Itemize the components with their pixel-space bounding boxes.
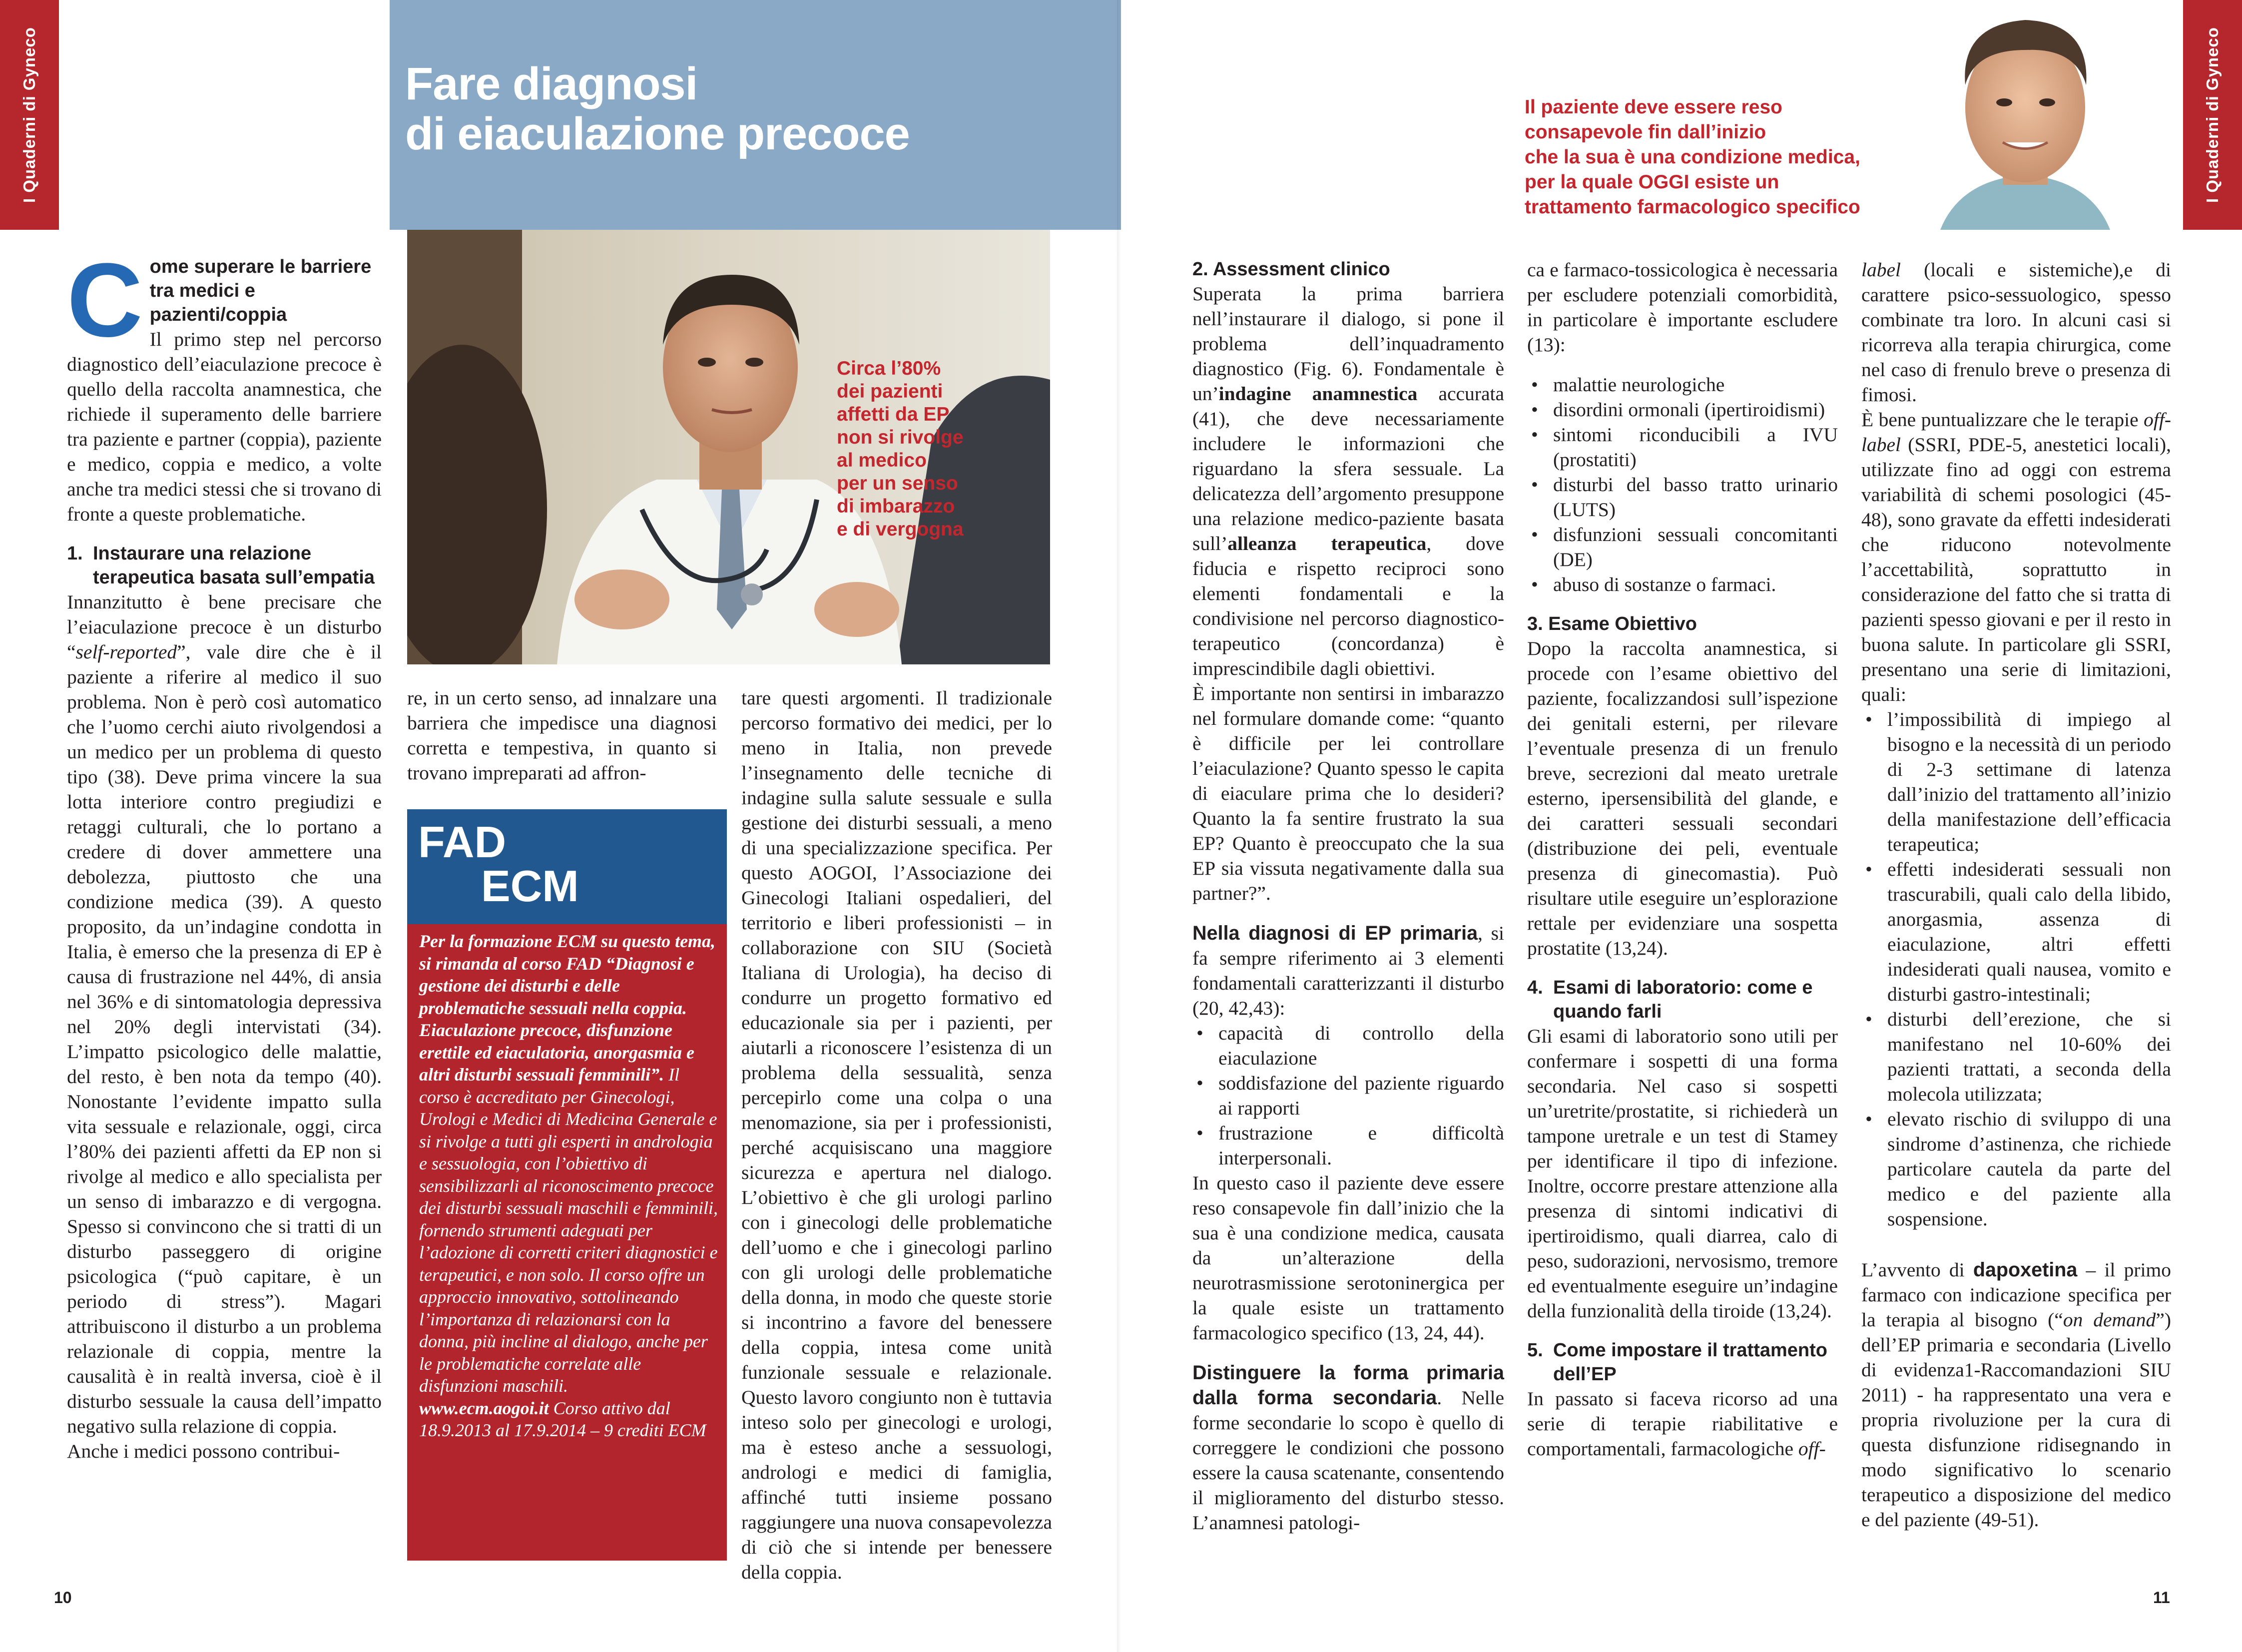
magazine-name: I Quaderni di Gyneco bbox=[2203, 27, 2222, 203]
section-1-paragraph: Innanzitutto è bene precisare che l’eiaculazione precoce è un disturbo “self-reported”, vale dire che è il paziente a riferire al medico il suo problema. Non è però così automatico che l’uomo cerchi aiuto rivolgendosi a un medico per un problema di questo tipo (38). Deve prima vincere la sua lotta interiore contro pregiudizi e retaggi culturali, che lo portano a credere di dover ammettere una debolezza, piuttosto che una condizione medica (39). A questo proposito, da un’indagine condotta in Italia, è emerso che la presenza di EP è causa di frustrazione nel 44%, di ansia nel 36% e di sintomatologia depressiva nel 20% degli intervistati (34). L’impatto psicologico delle malattie, del resto, è ben nota da tempo (40). Nonostante l’evidente impatto sulla vita sessuale e relazionale, oggi, circa l’80% dei pazienti affetti da EP non si rivolge al medico e allo specialista per un senso di imbarazzo e di vergogna. Spesso si convincono che si tratti di un disturbo passeggero di origine psicologica (“può capitare, è un periodo di stress”). Magari attribuiscono il disturbo a un problema relazionale di coppia, mentre la causalità è in realtà inversa, cioè è il disturbo sessuale la causa dell’impatto negativo sulla relazione di coppia. bbox=[67, 591, 382, 1437]
column-3 bbox=[741, 685, 1052, 1585]
list-item: • sintomi riconducibili a IVU (prostatiti) bbox=[1527, 422, 1838, 472]
list-item: • soddisfazione del paziente riguardo ai rapporti bbox=[1192, 1071, 1504, 1120]
pull-quote-right: Il paziente deve essere reso consapevole fin dall’inizio che la sua è una condizione medica, per la quale OGGI esiste un trattamento farmacologico specifico bbox=[1525, 96, 1860, 218]
primary-elements-list bbox=[1192, 1021, 1504, 1170]
exclusion-list bbox=[1527, 372, 1838, 597]
section-3-heading: 3. Esame Obiettivo bbox=[1527, 613, 1697, 634]
list-item: • disordini ormonali (ipertiroidismi) bbox=[1527, 397, 1838, 422]
fad-ecm-text: Per la formazione ECM su questo tema, si rimanda al corso FAD “Diagnosi e gestione dei disturbi e delle problematiche sessuali nella coppia. Eiaculazione precoce, disfunzione erettile ed eiaculatoria, anorgasmia e altri disturbi sessuali femminili”. Il corso è accreditato per Ginecologi, Urologi e Medici di Medicina Generale e si rivolge a tutti gli esperti in andrologia e sessuologia, con l’obiettivo di sensibilizzarli al riconoscimento precoce dei disturbi sessuali maschili e femminili, fornendo strumenti adeguati per l’adozione di corretti criteri diagnostici e terapeutici, e non solo. Il corso offre un approccio innovativo, sottolineando l’importanza di relazionarsi con la donna, più incline al dialogo, anche per le problematiche correlate alle disfunzioni maschili. www.ecm.aogoi.it Corso attivo dal 18.9.2013 al 17.9.2014 – 9 crediti ECM bbox=[419, 931, 718, 1440]
fad-ecm-header bbox=[407, 809, 727, 924]
drop-cap: C bbox=[67, 241, 143, 359]
pull-quote-left: Circa l’80% dei pazienti affetti da EP non si rivolge al medico per un senso di imbarazzo e di vergogna bbox=[837, 358, 964, 540]
section-1-continuation: Anche i medici possono contribui- bbox=[67, 1440, 340, 1462]
magazine-side-tab-left bbox=[0, 0, 59, 230]
patient-illustration bbox=[1890, 0, 2160, 230]
right-page bbox=[1121, 0, 2242, 1652]
section-4-heading: 4. Esami di laboratorio: come e quando farli bbox=[1527, 977, 1813, 1022]
off-label-paragraph: È bene puntualizzare che le terapie off-label (SSRI, PDE-5, anestetici locali), utilizzate fino ad oggi con estrema variabilità di schemi posologici (45-48), sono gravate da effetti indesiderati che riducono notevolmente l’accettabilità, soprattutto in considerazione del fatto che si tratta di pazienti spesso giovani e per il resto in buona salute. In particolare gli SSRI, presentano una serie di limitazioni, quali: bbox=[1861, 409, 2171, 705]
primary-diagnosis-paragraph: Nella diagnosi di EP primaria, si fa sempre riferimento ai 3 elementi fondamentali caratterizzanti il disturbo (20, 42,43): bbox=[1192, 922, 1504, 1019]
page-number-right: 11 bbox=[2153, 1589, 2170, 1607]
article-title: Fare diagnosi di eiaculazione precoce bbox=[405, 58, 910, 159]
list-item: • malattie neurologiche bbox=[1527, 372, 1838, 397]
column-6-intro: label (locali e sistemiche),e di carattere psico-sessuologico, spesso combinate tra loro. In alcuni casi si ricorreva alla terapia chirurgica, come nel caso di frenulo breve o presenza di fimosi. bbox=[1861, 259, 2171, 406]
section-2-paragraph: Superata la prima barriera nell’instaurare il dialogo, si pone il problema dell’inquadramento diagnostico (Fig. 6). Fondamentale è un’indagine anamnestica accurata (41), che deve necessariamente includere le informazioni che riguardano la sfera sessuale. La delicatezza dell’argomento presuppone una relazione medico-paziente basata sull’alleanza terapeutica, dove fiducia e rispetto reciproci sono elementi fondamentali e la condivisione nel percorso diagnostico-terapeutico (concordanza) è imprescindibile dagli obiettivi. bbox=[1192, 283, 1504, 679]
list-item: • disfunzioni sessuali concomitanti (DE) bbox=[1527, 522, 1838, 572]
distinguish-paragraph: Distinguere la forma primaria dalla forma secondaria. Nelle forme secondarie lo scopo è quello di correggere le condizioni che possono essere la causa scatenante, consentendo il miglioramento del disturbo stesso. L’anamnesi patologi- bbox=[1192, 1362, 1505, 1534]
column-3-paragraph: tare questi argomenti. Il tradizionale percorso formativo dei medici, per lo meno in Italia, non prevede l’insegnamento delle tecniche di indagine sulla salute sessuale e sulla gestione dei disturbi sessuali, a meno di una specializzazione specifica. Per questo AOGOI, l’Associazione dei Ginecologi Italiani ospedalieri, del territorio e liberi professionisti – in collaborazione con SIU (Società Italiana di Urologia), ha deciso di condurre un progetto formativo ed educazionale sia per i pazienti, per aiutarli a riconoscere l’esistenza di un problema della sessualità, senza percepirlo come una colpa o una menomazione, sia per i professionisti, perché acquisiscano una maggiore sicurezza e apertura nel dialogo. L’obiettivo è che gli urologi parlino con i ginecologi delle problematiche dell’uomo e che i ginecologi parlino con gli urologi delle problematiche della donna, in modo che queste storie si incontrino a favore del benessere della coppia, intesa come unità funzionale sessuale e relazionale. Questo lavoro congiunto non è tuttavia inteso solo per ginecologi e urologi, ma è esteso anche a sessuologi, andrologi e medici di famiglia, affinché tutti insieme possano raggiungere una nuova consapevolezza di ciò che si intende per benessere della coppia. bbox=[741, 687, 1052, 1583]
section-4-paragraph: Gli esami di laboratorio sono utili per confermare i sospetti di una forma secondaria. Nel caso si sospetti un’uretrite/prostatite, si richiederà un tampone uretrale e un test di Stamey per identificare il tipo di infezione. Inoltre, occorre prestare attenzione alla presenza di sintomi indicativi di ipertiroidismo, quali diarrea, calo di peso, sudorazioni, nervosismo, tremore ed eventualmente eseguire un’indagine della funzionalità della tiroide (13,24). bbox=[1527, 1025, 1838, 1322]
column-5-intro: ca e farmaco-tossicologica è necessaria per escludere potenziali comorbidità, in particolare è importante escludere (13): bbox=[1527, 259, 1838, 356]
section-5-paragraph: In passato si faceva ricorso ad una serie di terapie riabilitative e comportamentali, farmacologiche off- bbox=[1527, 1388, 1838, 1460]
column-2-paragraph: re, in un certo senso, ad innalzare una barriera che impedisce una diagnosi corretta e tempestiva, in quanto si trovano impreparati ad affron- bbox=[407, 687, 717, 784]
list-item: • disturbi dell’erezione, che si manifestano nel 10-60% dei pazienti trattati, a seconda della molecola utilizzata; bbox=[1861, 1007, 2171, 1106]
fad-title: FAD bbox=[418, 817, 506, 867]
intro-heading: ome superare le barriere tra medici e pazienti/coppia bbox=[149, 256, 372, 325]
column-4 bbox=[1192, 257, 1504, 1535]
section-2-heading: 2. Assessment clinico bbox=[1192, 259, 1390, 280]
patient-photo bbox=[1890, 0, 2160, 230]
list-item: • disturbi del basso tratto urinario (LUTS) bbox=[1527, 472, 1838, 522]
doctor-photo bbox=[407, 230, 1050, 664]
list-item: • elevato rischio di sviluppo di una sindrome d’astinenza, che richiede particolare cautela da parte del medico e del paziente alla sospensione. bbox=[1861, 1106, 2171, 1231]
intro-paragraph: Il primo step nel percorso diagnostico dell’eiaculazione precoce è quello della raccolta anamnestica, che richiede il superamento delle barriere tra paziente e partner (coppia), paziente e medico, coppia e medico, a volte anche tra medici stessi che si trovano di fronte a queste problematiche. bbox=[67, 328, 382, 525]
primary-after-paragraph: In questo caso il paziente deve essere reso consapevole fin dall’inizio che la sua è una condizione medica, causata da un’alterazione della neurotrasmissione serotoninergica per la quale esiste un trattamento farmacologico specifico (13, 24, 44). bbox=[1192, 1172, 1504, 1344]
ssri-limitations-list bbox=[1861, 707, 2171, 1231]
ecm-title: ECM bbox=[481, 861, 579, 911]
dapoxetina-paragraph: L’avvento di dapoxetina – il primo farmaco con indicazione specifica per la terapia al bisogno (“on demand”) dell’EP primaria e secondaria (Livello di evidenza1-Raccomandazioni SIU 2011) - ha rappresentato una vera e propria rivoluzione per la cura di questa disfunzione ridisegnando in modo significativo lo scenario terapeutico a disposizione del medico e del paziente (49-51). bbox=[1861, 1259, 2171, 1531]
column-1 bbox=[67, 241, 382, 1464]
magazine-name: I Quaderni di Gyneco bbox=[20, 27, 38, 203]
section-3-paragraph: Dopo la raccolta anamnestica, si procede con l’esame obiettivo del paziente, focalizzandosi sull’ispezione dei genitali esterni, per rilevare l’eventuale presenza di un frenulo breve, secrezioni dal meato uretrale esterno, ipersensibilità del glande, e dei caratteri sessuali secondari (distribuzione dei peli, eventuale presenza di ginecomastia). Può risultare utile eseguire un’esplorazione rettale per evidenziare una sospetta prostatite (13,24). bbox=[1527, 637, 1838, 959]
column-5 bbox=[1527, 257, 1838, 1461]
list-item: • effetti indesiderati sessuali non trascurabili, quali calo della libido, anorgasmia, assenza di eiaculazione, altri effetti indesiderati quali nausea, vomito e disturbi gastro-intestinali; bbox=[1861, 857, 2171, 1007]
magazine-side-tab-right bbox=[2183, 0, 2242, 230]
list-item: • capacità di controllo della eiaculazione bbox=[1192, 1021, 1504, 1071]
list-item: • l’impossibilità di impiego al bisogno e la necessità di un periodo di 2-3 settimane di latenza dall’inizio del trattamento all’inizio della manifestazione dell’efficacia terapeutica; bbox=[1861, 707, 2171, 857]
list-item: • abuso di sostanze o farmaci. bbox=[1527, 572, 1838, 597]
fad-url-link[interactable]: www.ecm.aogoi.it bbox=[419, 1398, 549, 1418]
column-6 bbox=[1861, 257, 2171, 1532]
fad-ecm-box bbox=[407, 809, 727, 1561]
page-number-left: 10 bbox=[54, 1589, 72, 1607]
list-item: • frustrazione e difficoltà interpersonali. bbox=[1192, 1120, 1504, 1170]
column-2 bbox=[407, 685, 717, 785]
section-1-heading: 1. Instaurare una relazione terapeutica basata sull’empatia bbox=[67, 543, 375, 588]
section-5-heading: 5. Come impostare il trattamento dell’EP bbox=[1527, 1340, 1827, 1385]
section-2-questions: È importante non sentirsi in imbarazzo nel formulare domande come: “quanto è difficile per lei controllare l’eiaculazione? Quanto spesso le capita di eiaculare prima che lo desideri? Quanto la fa sentire frustrato la sua EP? Quanto è preoccupato che la sua EP sia vissuta negativamente dalla sua partner?”. bbox=[1192, 682, 1504, 904]
title-band bbox=[390, 0, 1121, 230]
